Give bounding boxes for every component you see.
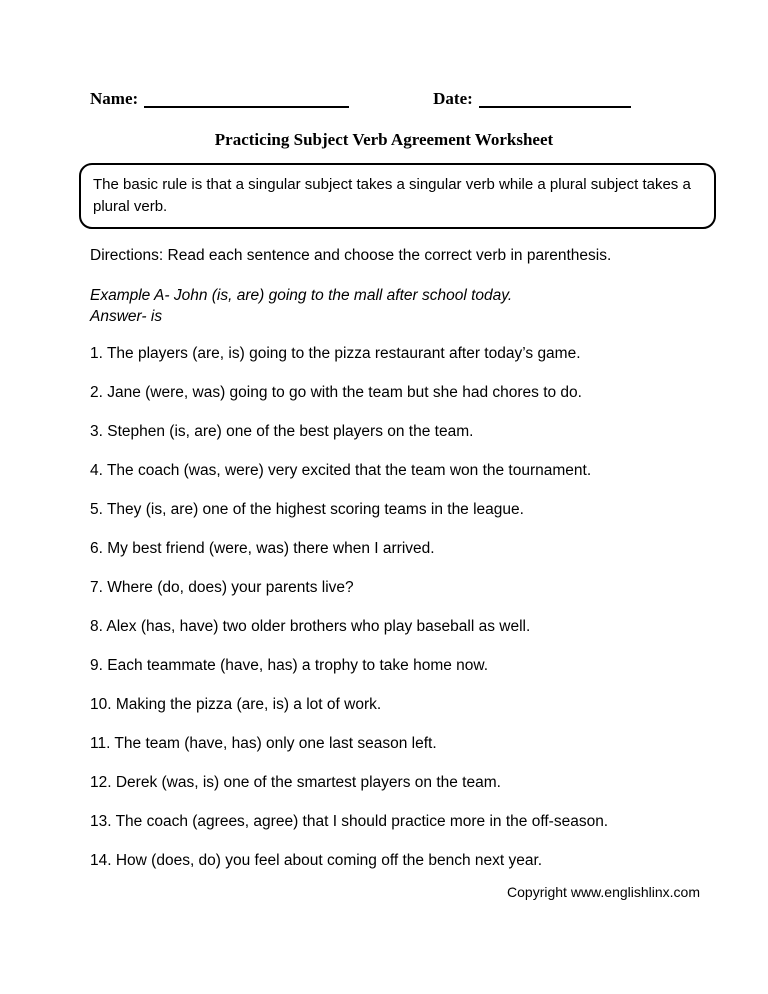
question-item: 3. Stephen (is, are) one of the best players on the team. [90, 423, 474, 440]
example-answer: Answer- is [90, 308, 163, 325]
example-block [90, 285, 706, 327]
question-item: 12. Derek (was, is) one of the smartest players on the team. [90, 774, 501, 791]
header [90, 90, 706, 108]
question-item: 5. They (is, are) one of the highest scoring teams in the league. [90, 501, 524, 518]
question-item: 7. Where (do, does) your parents live? [90, 579, 354, 596]
example-sentence: Example A- John (is, are) going to the mall after school today. [90, 287, 513, 304]
question-list [90, 346, 730, 892]
question-item: 9. Each teammate (have, has) a trophy to take home now. [90, 657, 489, 674]
question-item: 8. Alex (has, have) two older brothers who play baseball as well. [90, 618, 531, 635]
question-item: 4. The coach (was, were) very excited that the team won the tournament. [90, 462, 592, 479]
rule-text: The basic rule is that a singular subject takes a singular verb while a plural subject takes a plural verb. [93, 176, 691, 215]
question-item: 10. Making the pizza (are, is) a lot of work. [90, 696, 382, 713]
name-blank-line [144, 92, 349, 108]
date-blank-line [479, 92, 631, 108]
rule-box [79, 163, 716, 229]
question-item: 11. The team (have, has) only one last season left. [90, 735, 437, 752]
name-label: Name: [90, 89, 139, 108]
question-item: 2. Jane (were, was) going to go with the team but she had chores to do. [90, 384, 582, 401]
question-item: 14. How (does, do) you feel about coming off the bench next year. [90, 852, 543, 869]
question-item: 1. The players (are, is) going to the pizza restaurant after today’s game. [90, 345, 581, 362]
question-item: 6. My best friend (were, was) there when I arrived. [90, 540, 435, 557]
page-title: Practicing Subject Verb Agreement Worksheet [214, 130, 554, 149]
question-item: 13. The coach (agrees, agree) that I should practice more in the off-season. [90, 813, 609, 830]
copyright-text: Copyright www.englishlinx.com [507, 884, 700, 900]
date-label: Date: [433, 89, 473, 108]
directions-text: Directions: Read each sentence and choose the correct verb in parenthesis. [90, 247, 612, 264]
